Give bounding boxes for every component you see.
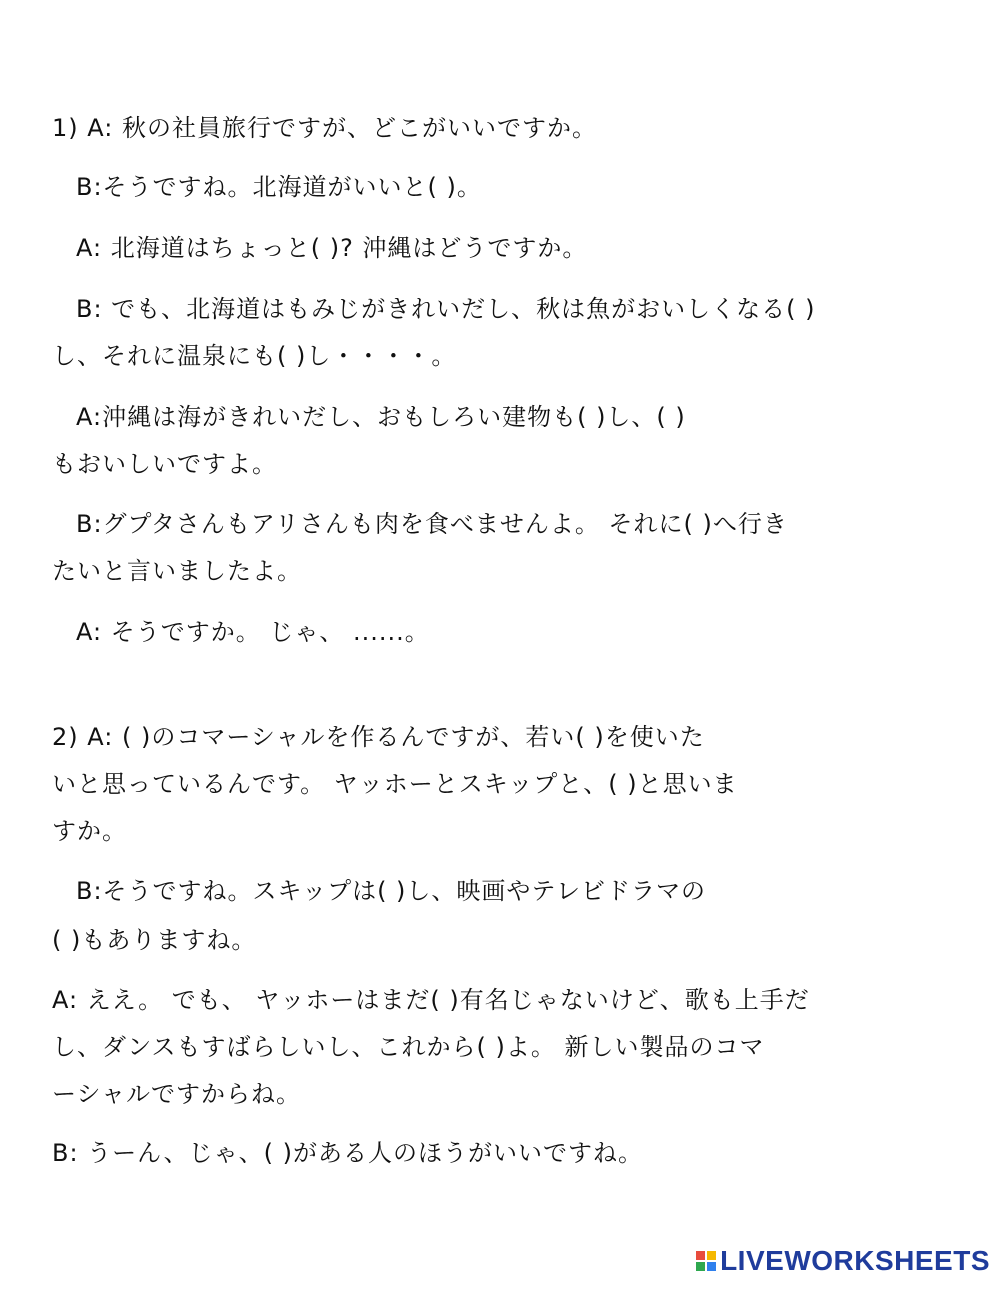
q1-line-3: A: 北海道はちょっと( )? 沖縄はどうですか。 [76,234,588,262]
q1-line-4: B: でも、北海道はもみじがきれいだし、秋は魚がおいしくなる( ) [76,295,816,323]
q1-line-2: B:そうですね。北海道がいいと( )。 [76,173,482,201]
q1-line-7: もおいしいですよ。 [52,450,277,478]
q2-line-9: B: うーん、じゃ、( )がある人のほうがいいですね。 [52,1139,643,1167]
q1-line-10: A: そうですか。 じゃ、 ......。 [76,618,430,646]
q2-line-4: B:そうですね。スキップは( )し、映画やテレビドラマの [76,877,706,905]
q2-line-3: すか。 [52,817,127,845]
q2-line-7: し、ダンスもすばらしいし、これから( )よ。 新しい製品のコマ [52,1033,765,1061]
q2-line-2: いと思っているんです。 ヤッホーとスキップと、( )と思いま [52,770,738,798]
q1-line-6: A:沖縄は海がきれいだし、おもしろい建物も( )し、( ) [76,403,686,431]
q2-line-6: A: ええ。 でも、 ヤッホーはまだ( )有名じゃないけど、歌も上手だ [52,986,810,1014]
q1-line-1: 1) A: 秋の社員旅行ですが、どこがいいですか。 [52,114,597,142]
q2-line-8: ーシャルですからね。 [52,1080,302,1108]
q1-line-8: B:グプタさんもアリさんも肉を食べませんよ。 それに( )へ行き [76,510,788,538]
q2-line-5: ( )もありますね。 [52,926,257,954]
q2-line-1: 2) A: ( )のコマーシャルを作るんですが、若い( )を使いた [52,723,705,751]
q1-line-9: たいと言いましたよ。 [52,557,302,585]
logo-text: LIVEWORKSHEETS [720,1245,990,1276]
liveworksheets-logo [696,1245,990,1277]
logo-blocks-icon [696,1251,716,1271]
q1-line-5: し、それに温泉にも( )し・・・・。 [52,342,457,370]
